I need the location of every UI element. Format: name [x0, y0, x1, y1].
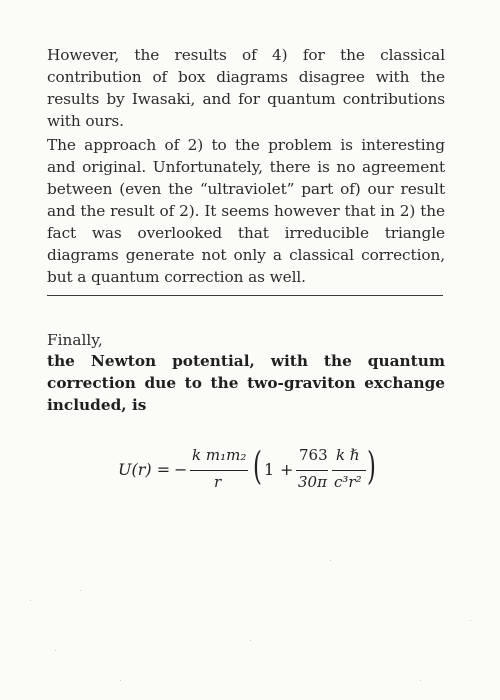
newton-potential-formula: [110, 440, 390, 500]
horizontal-divider: [47, 295, 443, 296]
conclusion-intro: Finally,: [47, 331, 103, 349]
formula-numerator: k m₁m₂: [192, 446, 247, 464]
scan-speck: [55, 650, 56, 651]
formula-coef-numerator: 763: [299, 446, 328, 464]
scan-speck: [120, 680, 121, 681]
formula-minus: −: [174, 460, 188, 479]
scan-speck: [470, 620, 471, 621]
formula-frac-numerator: k ℏ: [336, 446, 360, 464]
formula-lhs: U(r) =: [118, 460, 171, 479]
paragraph-approach: The approach of 2) to the problem is interesting and original. Unfortunately, there is no agreement between (even the “ultraviolet” part of) our result and the result of 2). It seems however that in 2) the fact was overlooked that irreducible triangle diagrams generate not only a classical correction, but a quantum correction as well.: [47, 136, 445, 286]
fraction-bar: [332, 470, 366, 471]
formula-one: 1: [264, 460, 275, 479]
scan-speck: [330, 560, 331, 561]
scan-speck: [30, 600, 31, 601]
formula-coef-denominator: 30π: [298, 473, 327, 491]
scan-speck: [80, 590, 81, 591]
fraction-bar: [296, 470, 328, 471]
scan-speck: [420, 680, 421, 681]
formula-frac-denominator: c³r²: [334, 473, 362, 491]
scan-speck: [250, 640, 251, 641]
conclusion-statement: the Newton potential, with the quantum correction due to the two-graviton exchange included, is: [47, 352, 445, 414]
paragraph-box-diagrams: However, the results of 4) for the classical contribution of box diagrams disagree with the results by Iwasaki, and for quantum contributions with ours.: [47, 46, 445, 130]
formula-denominator: r: [214, 473, 222, 491]
formula-left-paren: (: [252, 444, 262, 488]
formula-right-paren: ): [366, 444, 376, 488]
formula-plus: +: [280, 460, 294, 479]
fraction-bar: [190, 470, 248, 471]
